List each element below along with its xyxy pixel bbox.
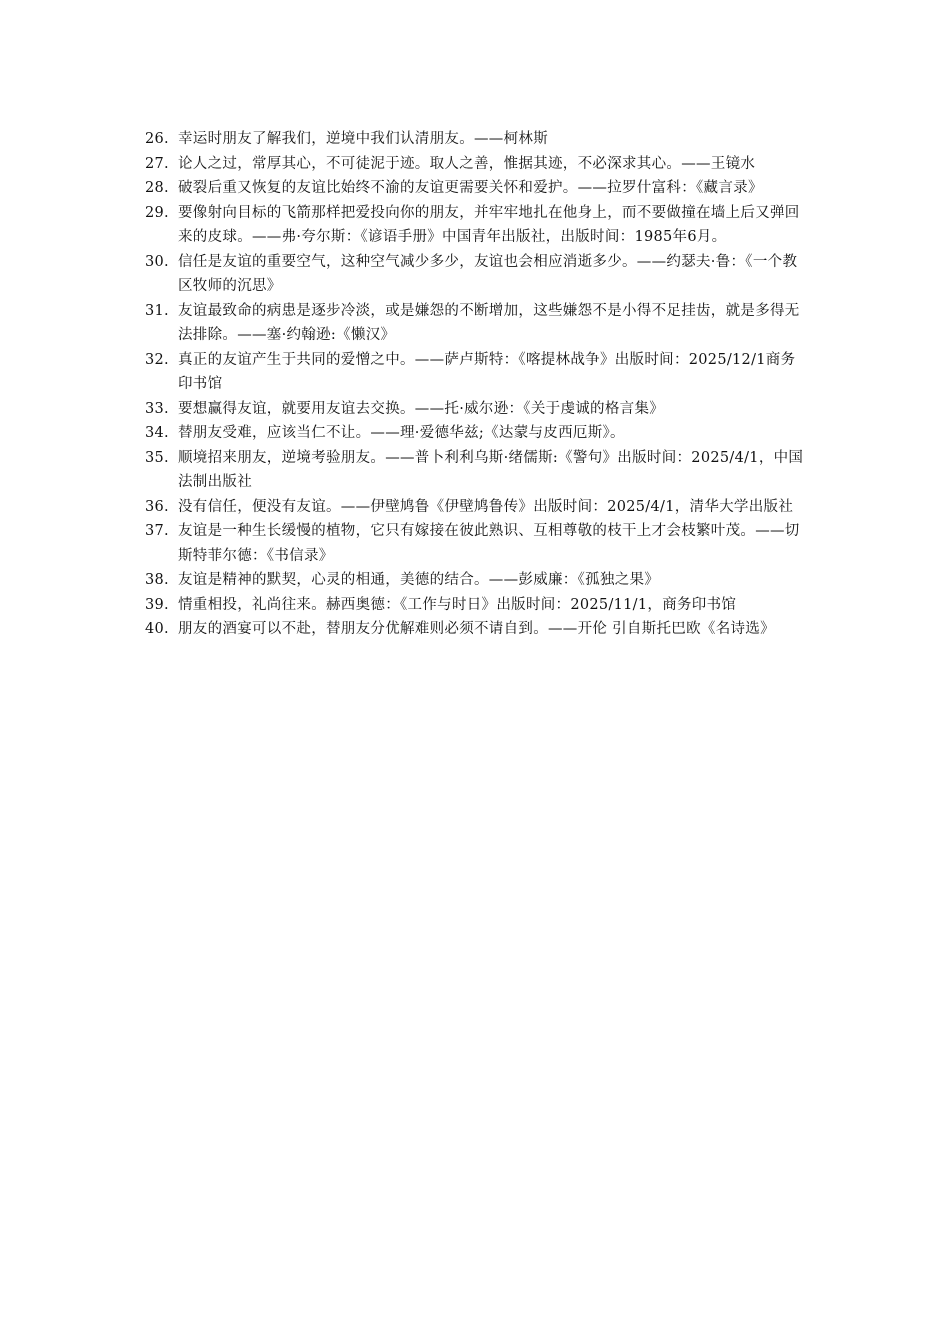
list-item [145, 250, 810, 299]
item-text: 替朋友受难，应该当仁不让。——理·爱德华兹;《达蒙与皮西厄斯》。 [178, 425, 625, 441]
item-number: 31. [145, 302, 169, 319]
item-text: 友谊是一种生长缓慢的植物，它只有嫁接在彼此熟识、互相尊敬的枝干上才会枝繁叶茂。——切斯特菲尔德：《书信录》 [178, 523, 800, 564]
item-text: 要像射向目标的飞箭那样把爱投向你的朋友，并牢牢地扎在他身上，而不要做撞在墙上后又弹回来的皮球。——弗·夸尔斯：《谚语手册》中国青年出版社，出版时间：1985年6月。 [178, 204, 800, 245]
list-item [145, 397, 810, 422]
list-item [145, 152, 810, 177]
list-item [145, 348, 810, 397]
item-number: 33. [145, 400, 169, 417]
item-text: 要想赢得友谊，就要用友谊去交换。——托·威尔逊：《关于虔诚的格言集》 [178, 400, 665, 417]
list-item [145, 201, 810, 250]
list-item [145, 299, 810, 348]
item-text: 友谊是精神的默契，心灵的相通，美德的结合。——彭威廉：《孤独之果》 [178, 572, 660, 588]
item-text: 信任是友谊的重要空气，这种空气减少多少，友谊也会相应消逝多少。——约瑟夫·鲁：《一个教区牧师的沉思》 [178, 253, 798, 294]
item-number: 29. [145, 204, 169, 221]
item-number: 30. [145, 253, 169, 270]
item-number: 38. [145, 572, 169, 588]
item-number: 39. [145, 596, 169, 613]
list-item [145, 421, 810, 446]
item-text: 真正的友谊产生于共同的爱憎之中。——萨卢斯特：《喀提林战争》出版时间：2025/12/1商务印书馆 [178, 351, 796, 392]
list-item [145, 495, 810, 520]
list-item [145, 519, 810, 568]
list-item [145, 593, 810, 618]
item-number: 40. [145, 621, 169, 637]
item-text: 朋友的酒宴可以不赴，替朋友分优解难则必须不请自到。——开伦 引自斯托巴欧《名诗选》 [178, 621, 775, 637]
list-item [145, 176, 810, 201]
item-number: 37. [145, 523, 169, 539]
list-item [145, 446, 810, 495]
item-number: 26. [145, 131, 169, 147]
item-number: 27. [145, 155, 169, 172]
item-text: 破裂后重又恢复的友谊比始终不渝的友谊更需要关怀和爱护。——拉罗什富科：《藏言录》 [178, 180, 763, 196]
item-number: 28. [145, 180, 169, 196]
item-text: 顺境招来朋友，逆境考验朋友。——普卜利利乌斯·绪儒斯:《警句》出版时间：2025/4/1，中国法制出版社 [178, 449, 804, 490]
item-number: 35. [145, 449, 169, 466]
item-number: 34. [145, 425, 169, 441]
list-item [145, 127, 810, 152]
list-item [145, 617, 810, 642]
item-text: 情重相投，礼尚往来。赫西奥德：《工作与时日》出版时间：2025/11/1，商务印书馆 [178, 596, 737, 613]
item-text: 友谊最致命的病患是逐步冷淡，或是嫌怨的不断增加，这些嫌怨不是小得不足挂齿，就是多得无法排除。——塞·约翰逊:《懒汉》 [178, 302, 800, 343]
item-text: 论人之过，常厚其心，不可徒泥于迹。取人之善，惟据其迹，不必深求其心。——王镜水 [178, 155, 756, 172]
list-item [145, 568, 810, 593]
item-number: 36. [145, 498, 169, 515]
item-number: 32. [145, 351, 169, 368]
item-text: 没有信任，便没有友谊。——伊壁鸠鲁《伊壁鸠鲁传》出版时间：2025/4/1，清华大学出版社 [178, 498, 794, 515]
quote-list [145, 127, 810, 642]
item-text: 幸运时朋友了解我们，逆境中我们认清朋友。——柯林斯 [178, 131, 548, 147]
